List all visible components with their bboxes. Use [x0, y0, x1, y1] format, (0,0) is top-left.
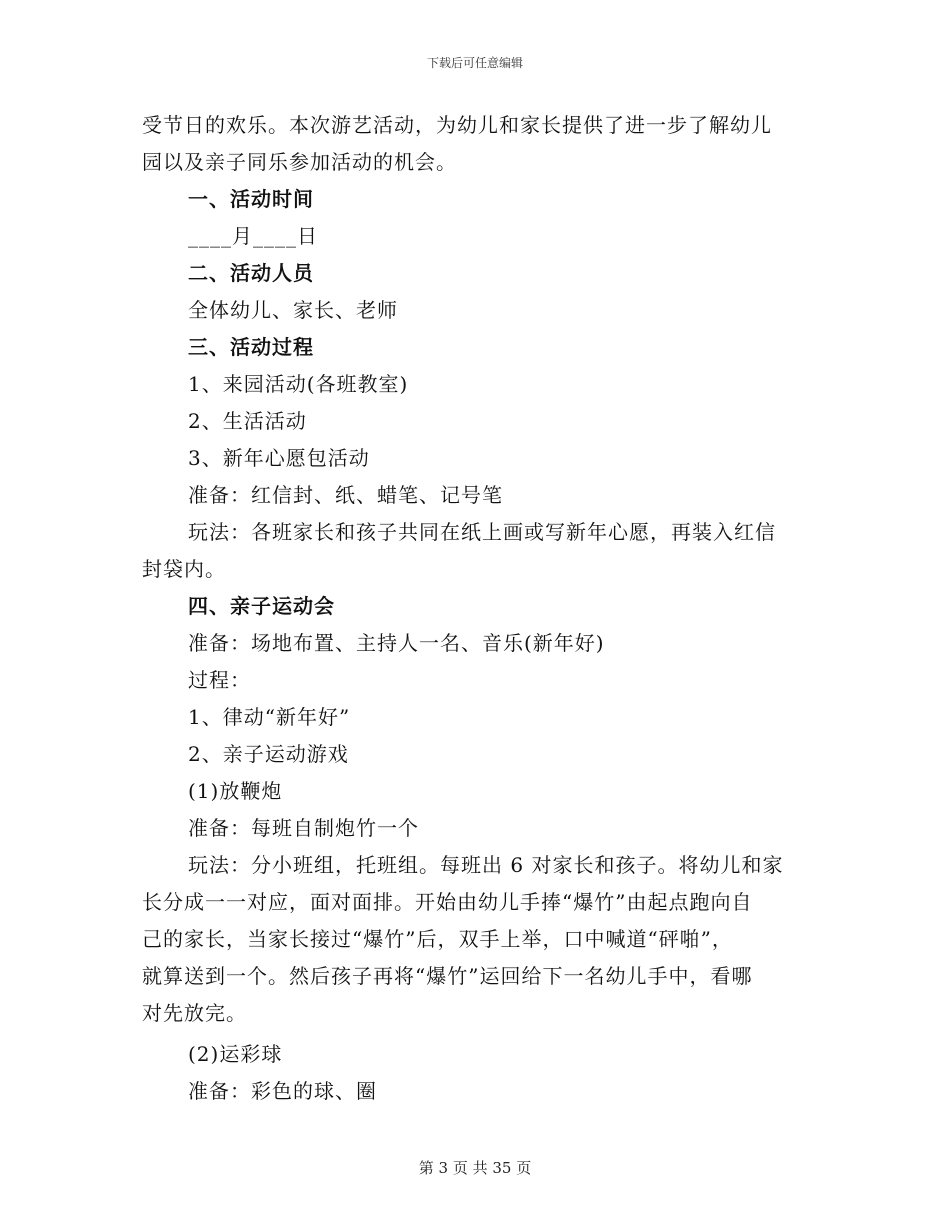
paragraph-line: 准备：彩色的球、圈 — [188, 1079, 377, 1103]
section-heading: 二、活动人员 — [188, 261, 314, 285]
page-footer: 第 3 页 共 35 页 — [418, 1159, 532, 1177]
section-heading: 三、活动过程 — [188, 335, 314, 359]
list-item: 1、律动“新年好” — [188, 705, 351, 729]
list-item: 1、来园活动(各班教室) — [188, 372, 409, 396]
paragraph-line: 准备：场地布置、主持人一名、音乐(新年好) — [188, 631, 605, 655]
page-content — [142, 107, 802, 1110]
paragraph-line: 过程： — [188, 668, 251, 692]
paragraph-line: 长分成一一对应，面对面排。开始由幼儿手捧“爆竹”由起点跑向自 — [142, 890, 753, 914]
section-heading: 一、活动时间 — [188, 187, 314, 211]
section-heading: 四、亲子运动会 — [188, 594, 335, 618]
sub-item: (1)放鞭炮 — [188, 779, 283, 803]
paragraph-line: 准备：红信封、纸、蜡笔、记号笔 — [188, 483, 503, 507]
paragraph-line: 玩法：分小班组，托班组。每班出 6 对家长和孩子。将幼儿和家 — [188, 853, 784, 877]
paragraph-line: 就算送到一个。然后孩子再将“爆竹”运回给下一名幼儿手中，看哪 — [142, 964, 753, 988]
page-header: 下载后可任意编辑 — [426, 56, 523, 70]
paragraph-line: 对先放完。 — [142, 1001, 247, 1025]
paragraph-line: 己的家长，当家长接过“爆竹”后，双手上举，口中喊道“砰啪”， — [142, 927, 733, 951]
sub-item: (2)运彩球 — [188, 1042, 283, 1066]
paragraph-line: 玩法：各班家长和孩子共同在纸上画或写新年心愿，再装入红信 — [188, 520, 776, 544]
date-line: ____月____日 — [188, 224, 318, 248]
paragraph-line: 受节日的欢乐。本次游艺活动，为幼儿和家长提供了进一步了解幼儿 — [142, 113, 772, 137]
paragraph-line: 全体幼儿、家长、老师 — [188, 298, 398, 322]
list-item: 2、亲子运动游戏 — [188, 742, 349, 766]
list-item: 2、生活活动 — [188, 409, 307, 433]
list-item: 3、新年心愿包活动 — [188, 446, 370, 470]
paragraph-line: 园以及亲子同乐参加活动的机会。 — [142, 150, 457, 174]
paragraph-line: 准备：每班自制炮竹一个 — [188, 816, 419, 840]
paragraph-line: 封袋内。 — [142, 557, 226, 581]
